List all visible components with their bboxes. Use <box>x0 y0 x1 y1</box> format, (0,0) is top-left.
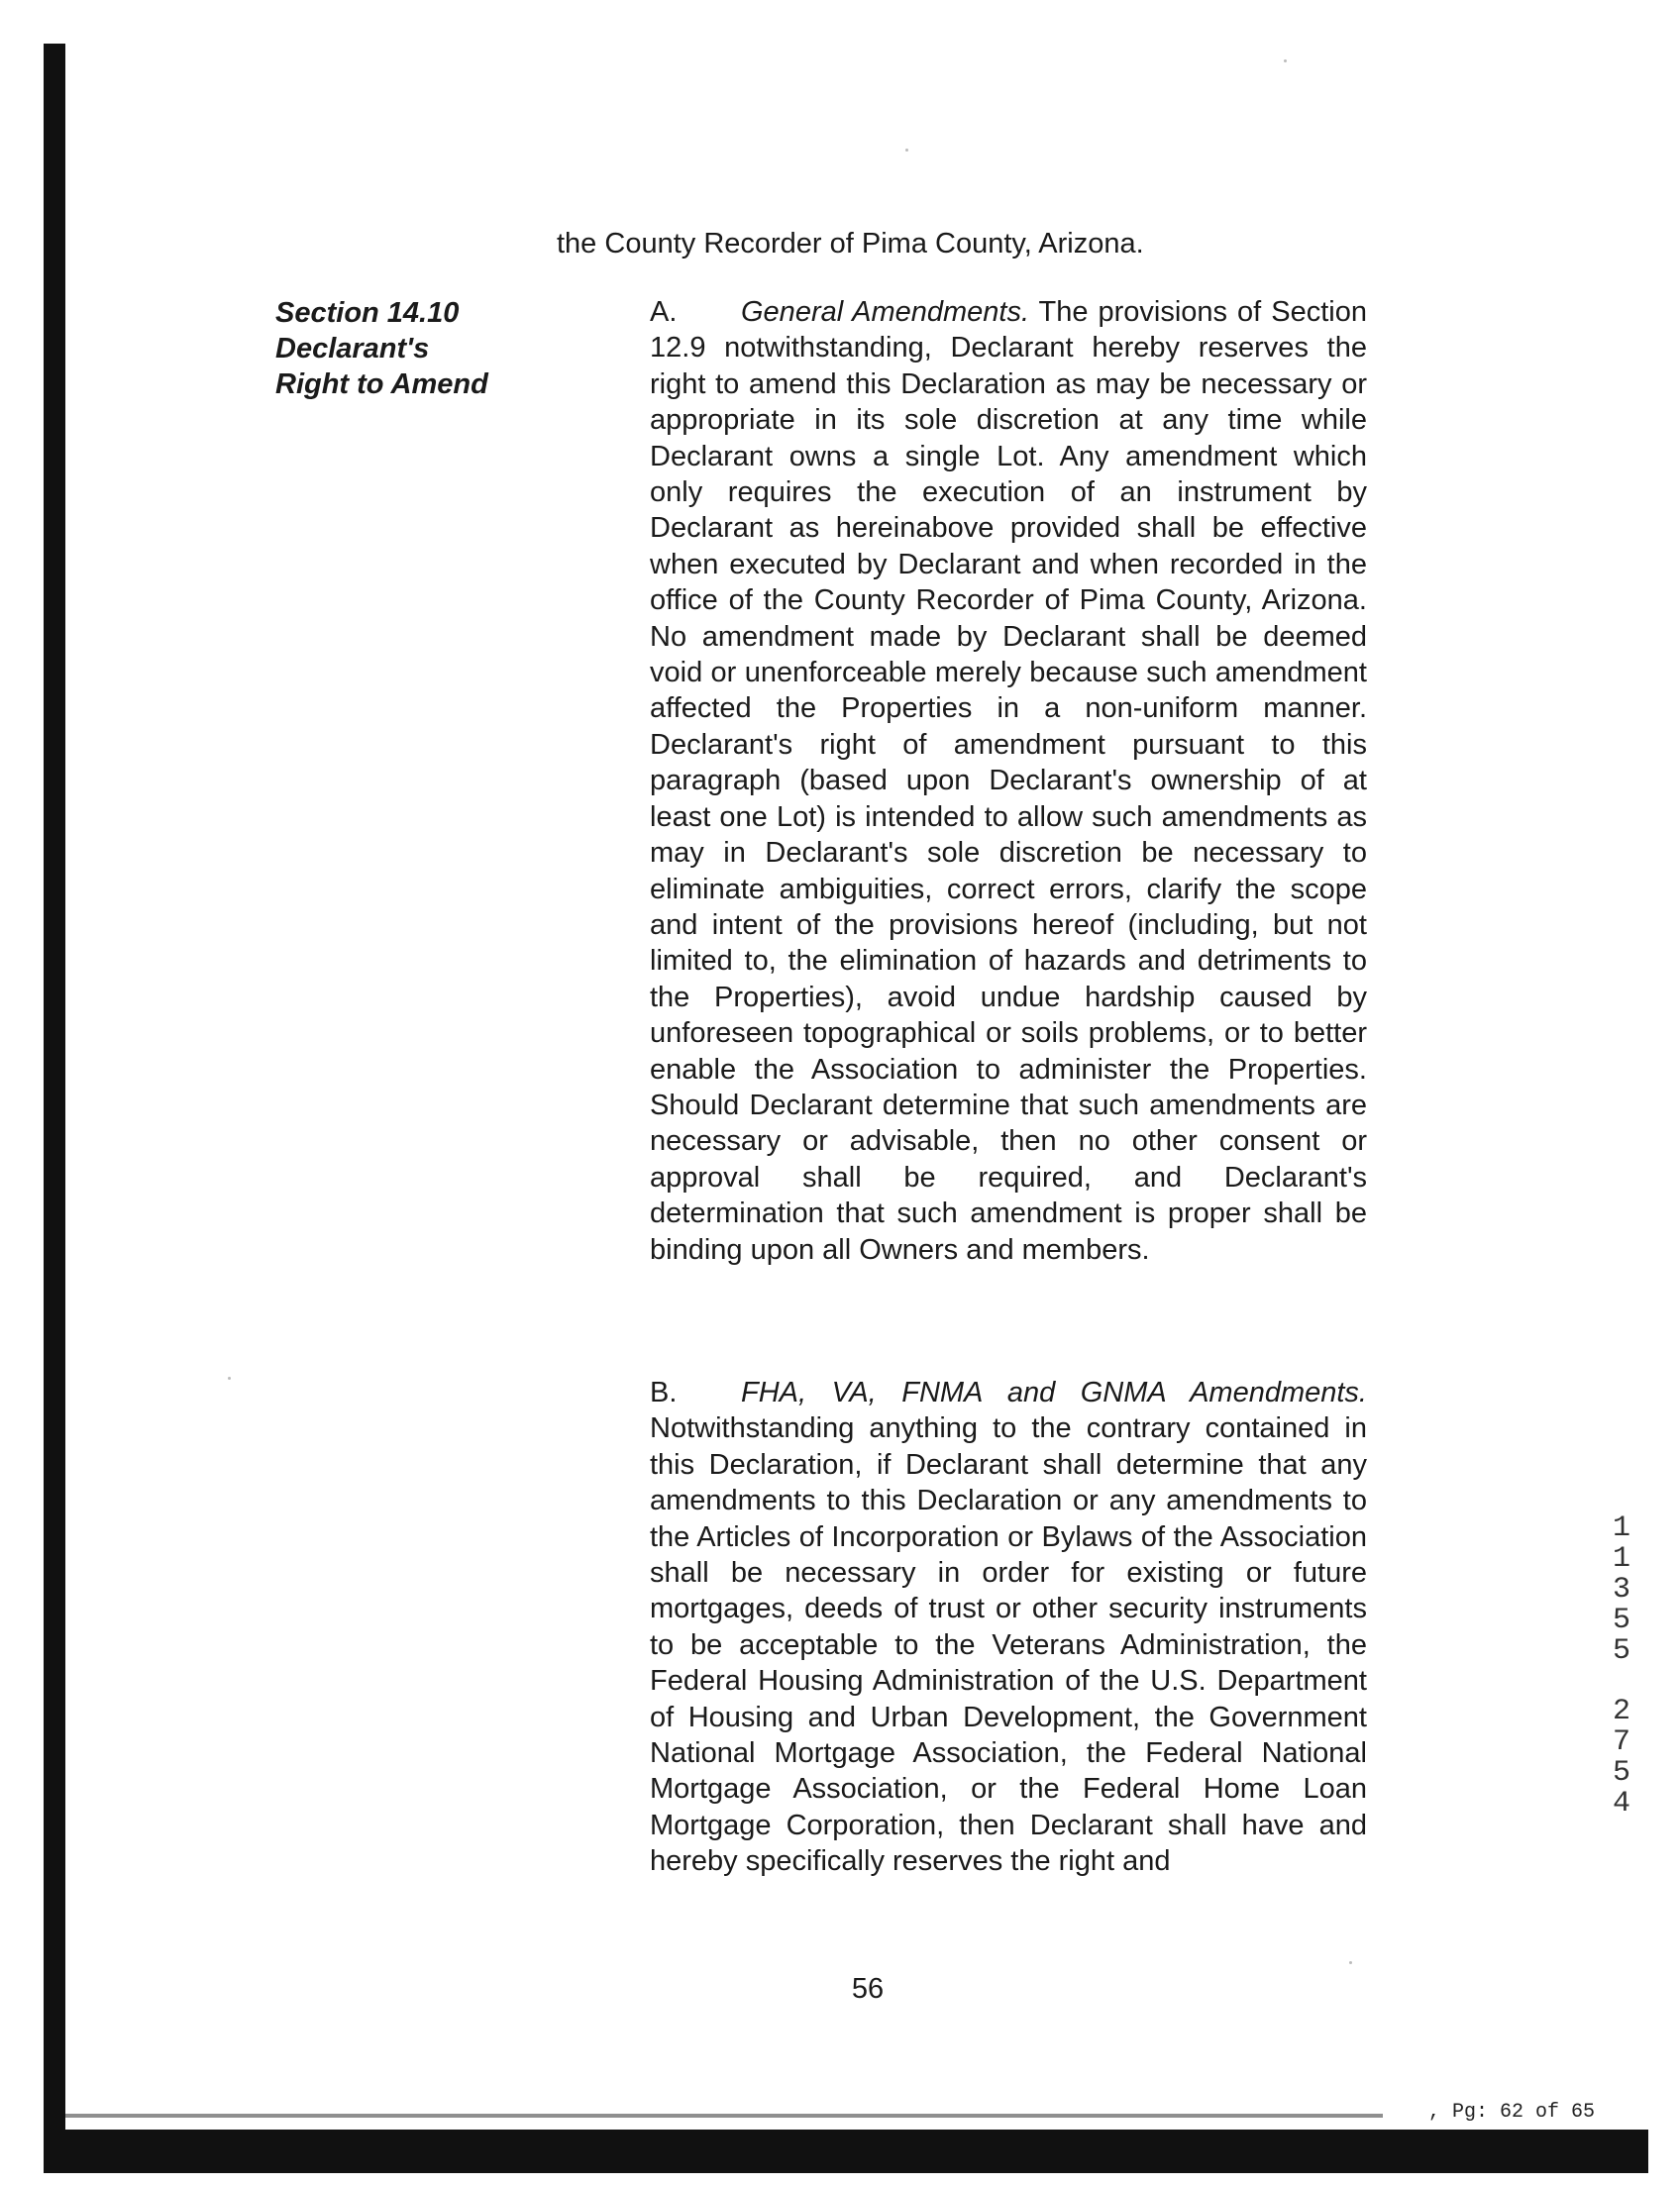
scan-noise-line <box>65 2114 1383 2118</box>
stamp-digit: 1 <box>1612 1542 1630 1576</box>
stamp-gap <box>1607 1667 1636 1697</box>
stamp-digit: 3 <box>1612 1573 1630 1607</box>
page-number: 56 <box>851 1973 885 2005</box>
section-number: Section 14.10 <box>275 297 460 329</box>
paragraph-a-label: A. <box>650 296 678 328</box>
paragraph-b-label: B. <box>650 1377 678 1408</box>
paragraph-b <box>650 1375 1367 1880</box>
scan-speck <box>228 1377 231 1380</box>
paragraph-a-text: The provisions of Section 12.9 notwithstanding, Declarant hereby reserves the right to amend this Declaration as may be necessary or appropriate in its sole discretion at any time while Declarant owns a single Lot. Any amendment which only requires the execution of an instrument by Declarant as hereinabove provided shall be effective when executed by Declarant and when recorded in the office of the County Recorder of Pima County, Arizona. No amendment made by Declarant shall be deemed void or unenforceable merely because such amendment affected the Properties in a non-uniform manner. Declarant's right of amendment pursuant to this paragraph (based upon Declarant's ownership of at least one Lot) is intended to allow such amendments as may in Declarant's sole discretion be necessary to eliminate ambiguities, correct errors, clarify the scope and intent of the provisions hereof (including, but not limited to, the elimination of hazards and detriments to the Properties), avoid undue hardship caused by unforeseen topographical or soils problems, or to better enable the Association to administer the Properties. Should Declarant determine that such amendments are necessary or advisable, then no other consent or approval shall be required, and Declarant's determination that such amendment is proper shall be binding upon all Owners and members. <box>650 296 1367 1266</box>
scan-border-left <box>44 44 65 2173</box>
continuation-line: the County Recorder of Pima County, Arizona. <box>557 228 1144 260</box>
paragraph-a-title: General Amendments. <box>741 296 1030 328</box>
scan-border-bottom <box>44 2130 1648 2173</box>
scan-speck <box>905 149 908 152</box>
stamp-digit: 5 <box>1612 1756 1630 1790</box>
stamp-digit: 2 <box>1612 1695 1630 1728</box>
stamp-digit: 5 <box>1612 1604 1630 1637</box>
recording-number-stamp <box>1607 1513 1636 1820</box>
paragraph-b-text: Notwithstanding anything to the contrary contained in this Declaration, if Declarant shall determine that any amendments to this Declaration or any amendments to the Articles of Incorporation or Bylaws of the Association shall be necessary in order for existing or future mortgages, deeds of trust or other security instruments to be acceptable to the Veterans Administration, the Federal Housing Administration of the U.S. Department of Housing and Urban Development, the Government National Mortgage Association, the Federal National Mortgage Association, or the Federal Home Loan Mortgage Corporation, then Declarant shall have and hereby specifically reserves the right and <box>650 1412 1367 1878</box>
section-title-line-1: Declarant's <box>275 333 430 364</box>
stamp-digit: 1 <box>1612 1511 1630 1545</box>
paragraph-b-title: FHA, VA, FNMA and GNMA Amendments. <box>741 1377 1367 1408</box>
stamp-digit: 5 <box>1612 1634 1630 1668</box>
scan-speck <box>1349 1961 1352 1964</box>
stamp-digit: 4 <box>1612 1787 1630 1821</box>
scan-speck <box>1284 59 1287 62</box>
stamp-digit: 7 <box>1612 1725 1630 1759</box>
section-heading <box>275 295 523 402</box>
page-indicator: , Pg: 62 of 65 <box>1383 2096 1601 2130</box>
paragraph-a <box>650 294 1367 1268</box>
section-title-line-2: Right to Amend <box>275 368 488 400</box>
